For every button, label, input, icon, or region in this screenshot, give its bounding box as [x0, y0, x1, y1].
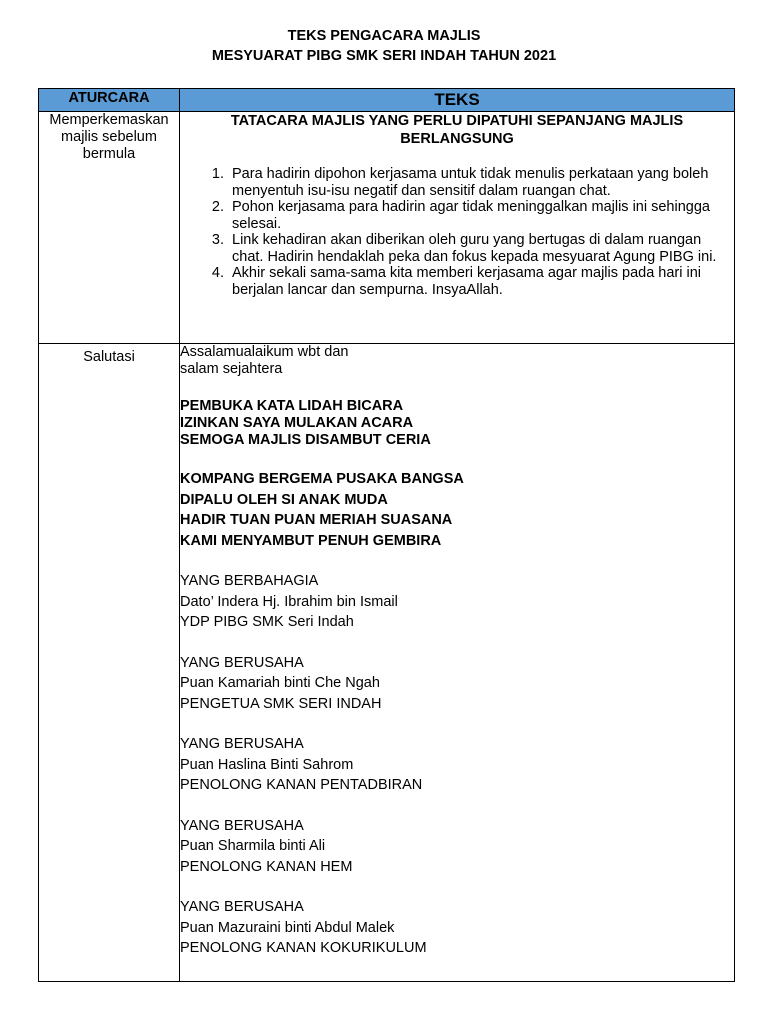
salutation-person: YANG BERUSAHA Puan Haslina Binti Sahrom PENOLONG KANAN PENTADBIRAN	[180, 736, 423, 793]
salutation-person: YANG BERBAHAGIA Dato’ Indera Hj. Ibrahim bin Ismail YDP PIBG SMK Seri Indah	[180, 573, 398, 630]
rules-list	[180, 166, 734, 298]
program-table	[38, 88, 735, 982]
salutation-person: YANG BERUSAHA Puan Mazuraini binti Abdul Malek PENOLONG KANAN KOKURIKULUM	[180, 899, 427, 956]
title-line-2: MESYUARAT PIBG SMK SERI INDAH TAHUN 2021	[211, 48, 557, 64]
document-title	[0, 26, 768, 66]
rules-title: TATACARA MAJLIS YANG PERLU DIPATUHI SEPANJANG MAJLIS BERLANGSUNG	[230, 113, 684, 147]
list-item: 2. Pohon kerjasama para hadirin agar tidak meninggalkan majlis ini sehingga selesai.	[228, 199, 734, 232]
row1-aturcara: Memperkemaskan majlis sebelum bermula	[39, 112, 180, 344]
row2-teks	[180, 344, 735, 982]
row2-aturcara: Salutasi	[39, 344, 180, 982]
title-line-1: TEKS PENGACARA MAJLIS	[287, 28, 481, 44]
pantun-2: KOMPANG BERGEMA PUSAKA BANGSA DIPALU OLEH SI ANAK MUDA HADIR TUAN PUAN MERIAH SUASANA KAMI MENYAMBUT PENUH GEMBIRA	[180, 471, 464, 549]
header-aturcara: ATURCARA	[39, 89, 180, 112]
salutation-person: YANG BERUSAHA Puan Kamariah binti Che Ngah PENGETUA SMK SERI INDAH	[180, 654, 382, 712]
table-header-row	[39, 89, 735, 112]
list-item: 3. Link kehadiran akan diberikan oleh guru yang bertugas di dalam ruangan chat. Hadirin hendaklah peka dan fokus kepada mesyuarat Agung PIBG ini.	[228, 232, 734, 265]
list-item: 1. Para hadirin dipohon kerjasama untuk tidak menulis perkataan yang boleh menyentuh isu-isu negatif dan sensitif dalam ruangan chat.	[228, 166, 734, 199]
pantun-1: PEMBUKA KATA LIDAH BICARA IZINKAN SAYA MULAKAN ACARA SEMOGA MAJLIS DISAMBUT CERIA	[180, 398, 431, 448]
list-item: 4. Akhir sekali sama-sama kita memberi kerjasama agar majlis pada hari ini berjalan lancar dan sempurna. InsyaAllah.	[228, 265, 734, 298]
table-row	[39, 112, 735, 344]
greeting: Assalamualaikum wbt dan salam sejahtera	[180, 344, 349, 377]
table-row	[39, 344, 735, 982]
header-teks: TEKS	[180, 89, 735, 112]
salutation-person: YANG BERUSAHA Puan Sharmila binti Ali PENOLONG KANAN HEM	[180, 817, 353, 875]
row1-teks	[180, 112, 735, 344]
